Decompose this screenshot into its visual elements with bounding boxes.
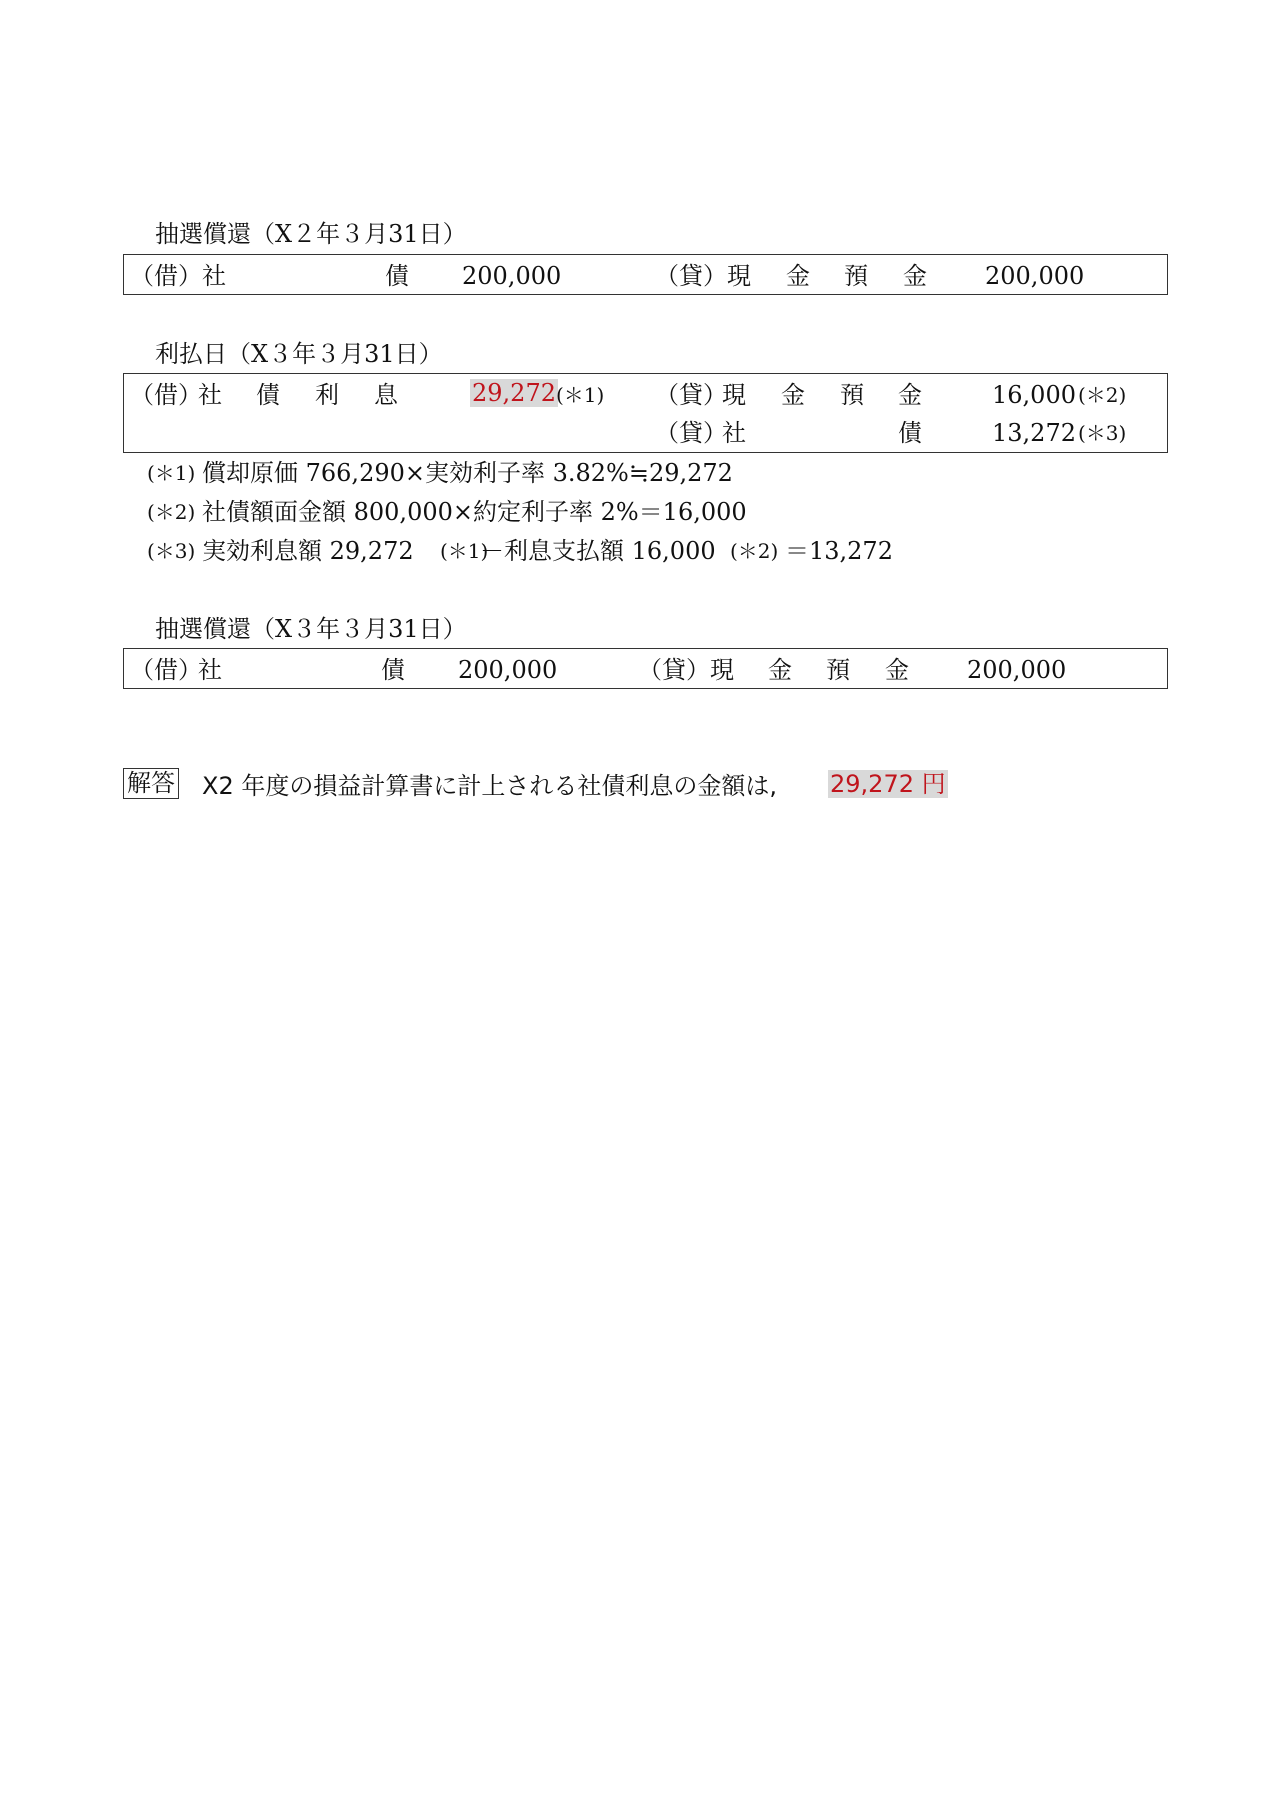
- debit-account-char: 社: [202, 262, 226, 290]
- debit-account-char: 債: [381, 656, 405, 684]
- debit-account-char: 息: [374, 381, 398, 409]
- section1-heading: 抽選償還（X２年３月31日）: [155, 220, 467, 248]
- section2-heading: 利払日（X３年３月31日）: [155, 340, 443, 368]
- credit-account-char: 金: [781, 381, 805, 409]
- credit-label: （貸）: [655, 262, 727, 290]
- debit-account-char: 債: [256, 381, 280, 409]
- debit-amount: 200,000: [458, 656, 558, 684]
- debit-note-mark: (＊1): [556, 383, 605, 407]
- answer-value-highlight: [828, 772, 948, 796]
- credit-account-char: 預: [844, 262, 868, 290]
- credit-amount: 200,000: [985, 262, 1085, 290]
- answer-text: X2 年度の損益計算書に計上される社債利息の金額は,: [202, 772, 777, 800]
- credit-account-char: 金: [898, 381, 922, 409]
- credit-account-char: 金: [786, 262, 810, 290]
- answer-label: 解答: [123, 768, 179, 799]
- credit-account-char: 金: [885, 656, 909, 684]
- credit-account-char: 金: [768, 656, 792, 684]
- debit-label: （借）: [130, 262, 202, 290]
- credit-amount: 200,000: [967, 656, 1067, 684]
- note-text: －利息支払額 16,000: [480, 537, 716, 565]
- answer-value: 29,272 円: [830, 770, 946, 798]
- credit-note-mark: (＊3): [1078, 421, 1127, 445]
- credit-account-char: 社: [722, 419, 746, 447]
- credit-account-char: 現: [727, 262, 751, 290]
- debit-account-char: 利: [315, 381, 339, 409]
- debit-account-char: 債: [385, 262, 409, 290]
- credit-account-char: 現: [710, 656, 734, 684]
- credit-amount: 13,272: [992, 419, 1076, 447]
- credit-account-char: 預: [840, 381, 864, 409]
- note-text: 実効利息額 29,272: [202, 537, 414, 565]
- note-mark: (＊2): [147, 500, 196, 524]
- credit-note-mark: (＊2): [1078, 383, 1127, 407]
- debit-account-char: 社: [198, 381, 222, 409]
- credit-label: （貸）: [655, 419, 727, 447]
- note-text: ＝13,272: [785, 537, 893, 565]
- credit-account-char: 債: [898, 419, 922, 447]
- note-mark: (＊3): [147, 539, 196, 563]
- note-text: 償却原価 766,290×実効利子率 3.82%≒29,272: [202, 459, 733, 487]
- note-mark: (＊1): [147, 461, 196, 485]
- debit-label: （借）: [130, 381, 202, 409]
- section3-heading: 抽選償還（X３年３月31日）: [155, 615, 467, 643]
- credit-account-char: 現: [722, 381, 746, 409]
- debit-label: （借）: [130, 656, 202, 684]
- debit-account-char: 社: [198, 656, 222, 684]
- debit-amount: 29,272: [472, 379, 556, 407]
- note-mark: (＊2): [730, 539, 779, 563]
- debit-amount: 200,000: [462, 262, 562, 290]
- debit-amount-highlight: [470, 381, 558, 405]
- note-text: 社債額面金額 800,000×約定利子率 2%＝16,000: [202, 498, 747, 526]
- credit-label: （貸）: [638, 656, 710, 684]
- credit-account-char: 金: [903, 262, 927, 290]
- credit-amount: 16,000: [992, 381, 1076, 409]
- credit-account-char: 預: [826, 656, 850, 684]
- note-mark: (＊1): [440, 539, 489, 563]
- credit-label: （貸）: [655, 381, 727, 409]
